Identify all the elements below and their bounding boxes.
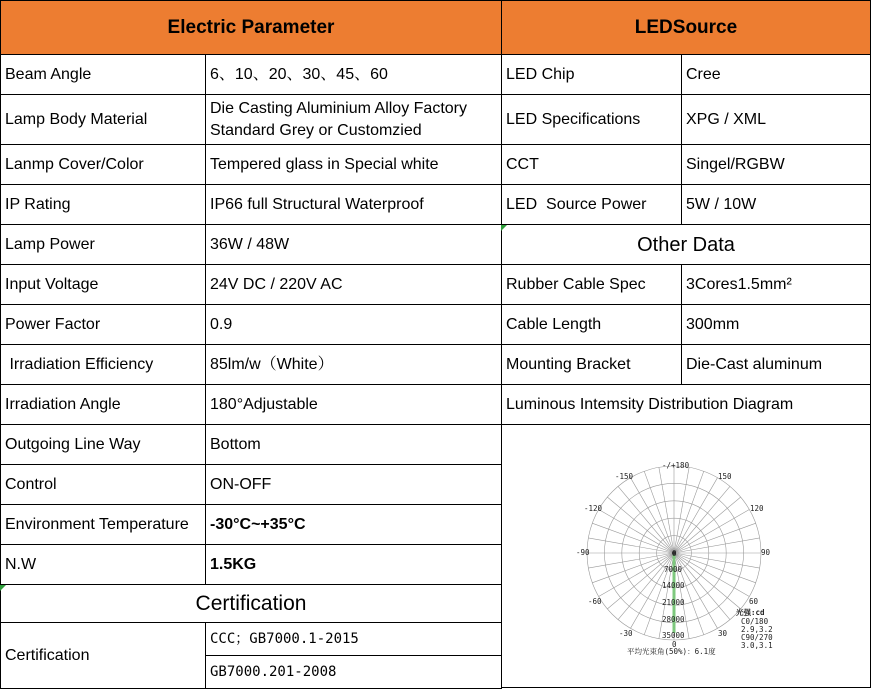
certification-value-2: GB7000.201-2008	[205, 655, 502, 689]
electric-value-net-weight: 1.5KG	[205, 544, 502, 585]
angle-label: -/+180	[662, 461, 690, 470]
electric-value-input-voltage: 24V DC / 220V AC	[205, 264, 502, 305]
other-value-cable-length: 300mm	[681, 304, 871, 345]
radial-label: 35000	[662, 631, 685, 640]
electric-parameter-header: Electric Parameter	[0, 0, 502, 55]
angle-label: -120	[584, 504, 603, 513]
electric-label-body-material: Lamp Body Material	[0, 94, 206, 145]
polar-diagram-svg	[502, 425, 872, 689]
electric-value-body-material: Die Casting Aluminium Alloy Factory Standard Grey or Customzied	[205, 94, 502, 145]
electric-value-lamp-power: 36W / 48W	[205, 224, 502, 265]
electric-value-cover-color: Tempered glass in Special white	[205, 144, 502, 185]
led-label-chip: LED Chip	[501, 54, 682, 95]
electric-value-outgoing-line: Bottom	[205, 424, 502, 465]
electric-value-irradiation-efficiency: 85lm/w（White）	[205, 344, 502, 385]
certification-value-1: CCC；GB7000.1-2015	[205, 622, 502, 656]
angle-label: -30	[619, 629, 633, 638]
cell-marker	[501, 225, 507, 231]
electric-value-environment-temp: -30°C~+35°C	[205, 504, 502, 545]
electric-label-lamp-power: Lamp Power	[0, 224, 206, 265]
radial-label: 0	[672, 549, 677, 558]
led-label-specifications: LED Specifications	[501, 94, 682, 145]
led-value-source-power: 5W / 10W	[681, 184, 871, 225]
angle-label: 60	[749, 597, 759, 606]
certification-section-title: Certification	[0, 584, 502, 623]
other-data-section-title: Other Data	[501, 224, 871, 265]
angle-label: -150	[615, 472, 634, 481]
electric-label-irradiation-efficiency: Irradiation Efficiency	[0, 344, 206, 385]
electric-label-ip-rating: IP Rating	[0, 184, 206, 225]
other-label-mounting-bracket: Mounting Bracket	[501, 344, 682, 385]
cell-marker	[0, 585, 6, 591]
led-source-header: LEDSource	[501, 0, 871, 55]
electric-label-outgoing-line: Outgoing Line Way	[0, 424, 206, 465]
electric-label-control: Control	[0, 464, 206, 505]
angle-label: -90	[576, 548, 590, 557]
electric-value-irradiation-angle: 180°Adjustable	[205, 384, 502, 425]
electric-label-power-factor: Power Factor	[0, 304, 206, 345]
led-value-specifications: XPG / XML	[681, 94, 871, 145]
angle-label: 30	[718, 629, 728, 638]
angle-label: -60	[588, 597, 602, 606]
angle-label: 150	[718, 472, 732, 481]
led-label-source-power: LED Source Power	[501, 184, 682, 225]
angle-label: 120	[750, 504, 764, 513]
other-value-cable-spec: 3Cores1.5mm²	[681, 264, 871, 305]
electric-label-irradiation-angle: Irradiation Angle	[0, 384, 206, 425]
electric-value-ip-rating: IP66 full Structural Waterproof	[205, 184, 502, 225]
led-value-cct: Singel/RGBW	[681, 144, 871, 185]
diagram-title: Luminous Intemsity Distribution Diagram	[501, 384, 871, 425]
electric-value-control: ON-OFF	[205, 464, 502, 505]
polar-distribution-diagram	[501, 424, 871, 688]
electric-label-cover-color: Lanmp Cover/Color	[0, 144, 206, 185]
electric-value-power-factor: 0.9	[205, 304, 502, 345]
other-value-mounting-bracket: Die-Cast aluminum	[681, 344, 871, 385]
electric-label-net-weight: N.W	[0, 544, 206, 585]
led-value-chip: Cree	[681, 54, 871, 95]
radial-label: 7000	[664, 565, 683, 574]
legend-c0: C0/180	[741, 617, 769, 626]
legend-c90-value: 3.0,3.1	[741, 641, 773, 650]
electric-label-input-voltage: Input Voltage	[0, 264, 206, 305]
radial-label: 14000	[662, 581, 685, 590]
angle-label: 0	[672, 640, 677, 649]
legend-unit: 光强:cd	[736, 608, 765, 617]
beam-angle-text: 平均光束角(50%)：6.1度	[627, 647, 716, 656]
angle-label: 90	[761, 548, 771, 557]
electric-label-beam-angle: Beam Angle	[0, 54, 206, 95]
other-label-cable-spec: Rubber Cable Spec	[501, 264, 682, 305]
led-label-cct: CCT	[501, 144, 682, 185]
legend-c90: C90/270	[741, 633, 773, 642]
certification-label: Certification	[0, 622, 206, 689]
radial-label: 21000	[662, 598, 685, 607]
other-label-cable-length: Cable Length	[501, 304, 682, 345]
electric-label-environment-temp: Environment Temperature	[0, 504, 206, 545]
radial-label: 28000	[662, 615, 685, 624]
electric-value-beam-angle: 6、10、20、30、45、60	[205, 54, 502, 95]
legend-c0-value: 2.9,3.2	[741, 625, 773, 634]
